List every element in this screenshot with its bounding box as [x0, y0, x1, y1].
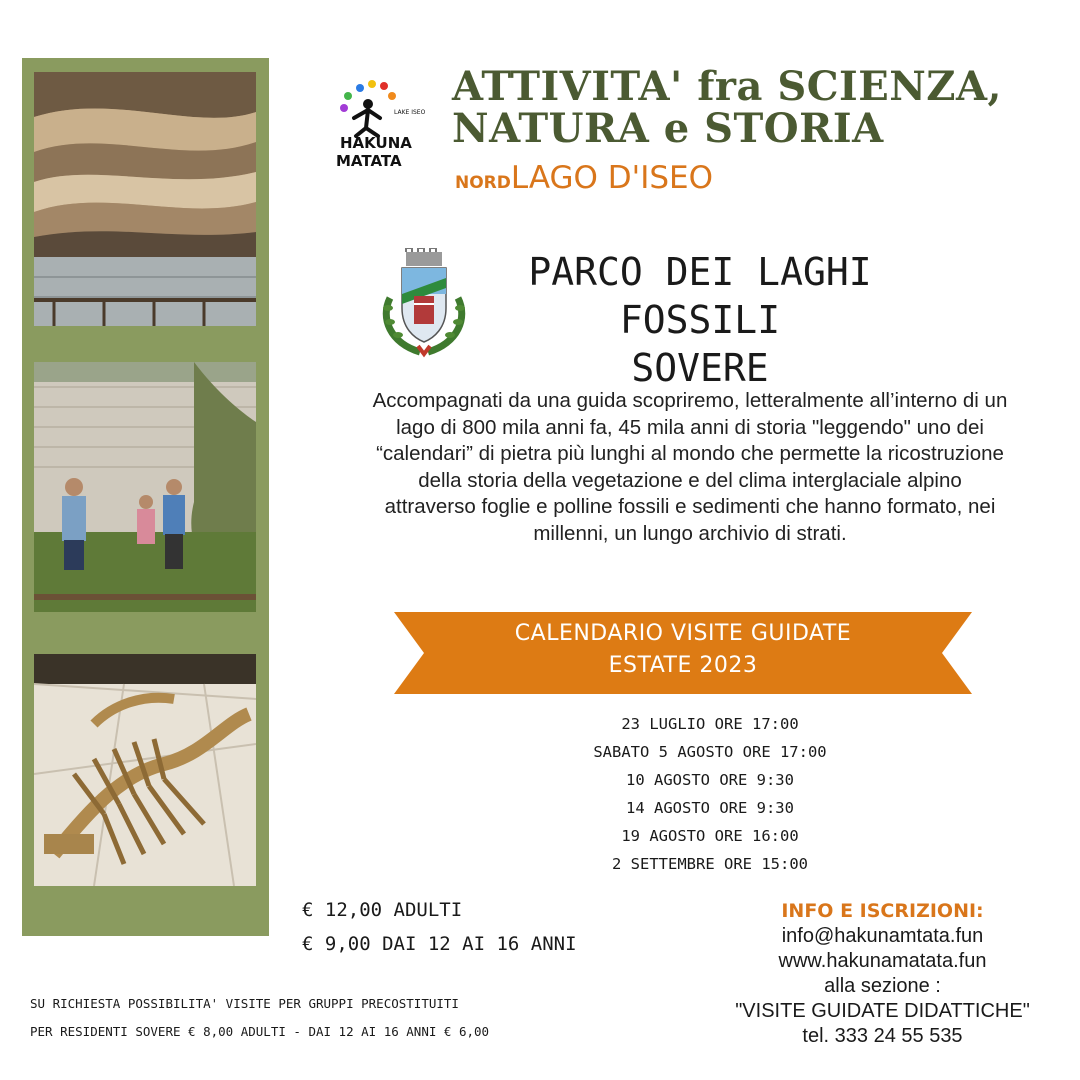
rock-strata-photo	[34, 72, 256, 326]
price-youth: € 9,00 DAI 12 AI 16 ANNI	[302, 933, 577, 955]
park-name-line-1: PARCO DEI LAGHI FOSSILI	[528, 250, 872, 342]
group-note-line-2: PER RESIDENTI SOVERE € 8,00 ADULTI - DAI 12 AI 16 ANNI € 6,00	[30, 1024, 490, 1039]
calendar-banner	[394, 612, 972, 694]
title-line-2: NATURA e STORIA	[452, 105, 884, 152]
visit-date: 19 AGOSTO ORE 16:00	[621, 827, 799, 845]
location-subtitle	[455, 160, 713, 196]
section-label: alla sezione :	[824, 975, 941, 997]
visit-date: 10 AGOSTO ORE 9:30	[626, 771, 794, 789]
title-line-1: ATTIVITA' fra SCIENZA,	[452, 63, 1002, 110]
group-note-line-1: SU RICHIESTA POSSIBILITA' VISITE PER GRUPPI PRECOSTITUITI	[30, 996, 459, 1011]
logo-tagline: LAKE ISEO	[394, 109, 426, 116]
page-title	[452, 63, 1052, 152]
hakuna-matata-logo	[332, 80, 432, 170]
visit-date: 14 AGOSTO ORE 9:30	[626, 799, 794, 817]
contact-website[interactable]: www.hakunamatata.fun	[778, 950, 987, 972]
subtitle-prefix: NORD	[455, 173, 511, 193]
price-list	[302, 893, 577, 961]
banner-line-2: ESTATE 2023	[608, 653, 758, 678]
visit-dates-list	[560, 710, 860, 878]
subtitle-main: LAGO D'ISEO	[510, 160, 714, 196]
info-contacts	[720, 898, 1045, 1049]
section-name: "VISITE GUIDATE DIDATTICHE"	[735, 1000, 1030, 1022]
info-title: INFO E ISCRIZIONI:	[781, 900, 984, 922]
logo-line2: MATATA	[336, 152, 402, 170]
fossil-skeleton-photo	[34, 654, 256, 886]
contact-phone[interactable]: tel. 333 24 55 535	[802, 1025, 963, 1047]
visit-date: 23 LUGLIO ORE 17:00	[621, 715, 799, 733]
logo-line1: HAKUNA	[340, 134, 412, 152]
group-visits-note	[30, 990, 489, 1046]
visit-date: SABATO 5 AGOSTO ORE 17:00	[593, 743, 827, 761]
tour-description: Accompagnati da una guida scopriremo, letteralmente all’interno di un lago di 800 mila anni fa, 45 mila anni di storia "leggendo" uno dei “calendari” di pietra più lunghi al mondo che permette la ricostruzione della storia della vegetazione e del clima interglaciale alpino attraverso foglie e polline fossili e sedimenti che hanno formato, nei millenni, un lungo archivio di strati.	[372, 389, 1008, 545]
contact-email[interactable]: info@hakunamtata.fun	[781, 925, 984, 947]
banner-line-1: CALENDARIO VISITE GUIDATE	[514, 621, 852, 646]
hikers-photo	[34, 362, 256, 612]
park-name-line-2: SOVERE	[631, 346, 769, 390]
park-name	[455, 248, 945, 392]
photo-strip	[22, 58, 269, 936]
price-adults: € 12,00 ADULTI	[302, 899, 463, 921]
visit-date: 2 SETTEMBRE ORE 15:00	[612, 855, 808, 873]
